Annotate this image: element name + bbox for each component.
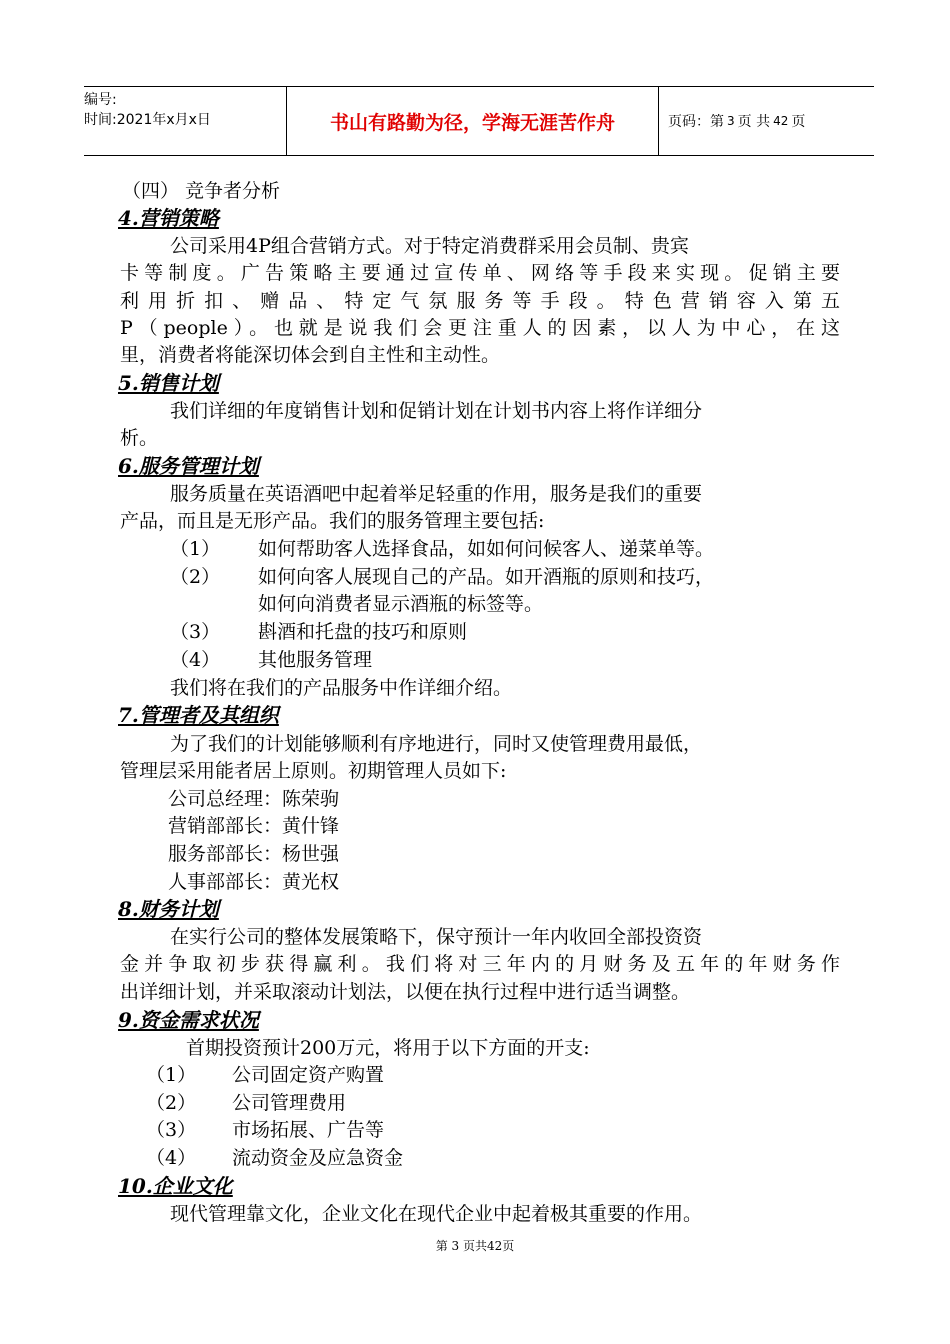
section-heading-marketing: 4.营销策略 bbox=[118, 206, 219, 230]
list-item-text: 市场拓展、广告等 bbox=[232, 1119, 385, 1141]
footer-page-total: 42 bbox=[487, 1239, 503, 1253]
header-page-total: 42 bbox=[773, 114, 789, 128]
list-item-text: 公司固定资产购置 bbox=[232, 1064, 385, 1086]
paragraph-line: 里，消费者将能深切体会到自主性和主动性。 bbox=[120, 344, 501, 366]
paragraph-line: 金并争取初步获得赢利。我们将对三年内的月财务及五年的年财务作 bbox=[120, 953, 840, 975]
staff-line: 人事部部长：黄光权 bbox=[168, 871, 340, 893]
list-item-number: （1） bbox=[170, 538, 221, 560]
header-page-info bbox=[659, 87, 874, 155]
paragraph-line: 在实行公司的整体发展策略下，保守预计一年内收回全部投资资 bbox=[170, 926, 703, 948]
page-header bbox=[84, 86, 874, 156]
list-item-text: 流动资金及应急资金 bbox=[232, 1147, 404, 1169]
paragraph-line: 服务质量在英语酒吧中起着举足轻重的作用，服务是我们的重要 bbox=[170, 483, 703, 505]
paragraph-line: 出详细计划，并采取滚动计划法，以便在执行过程中进行适当调整。 bbox=[120, 981, 691, 1003]
header-page-prefix: 页码：第 bbox=[668, 114, 724, 130]
list-item-number: （2） bbox=[170, 566, 221, 588]
header-motto: 书山有路勤为径，学海无涯苦作舟 bbox=[286, 87, 659, 155]
list-item-text: 如何帮助客人选择食品，如如何问候客人、递菜单等。 bbox=[258, 538, 715, 560]
header-page-mid: 页 共 bbox=[737, 114, 771, 130]
document-time-label: 时间:2021年x月x日 bbox=[84, 112, 211, 128]
list-item-number: （4） bbox=[170, 649, 221, 671]
list-item-number: （1） bbox=[146, 1064, 197, 1086]
paragraph-line: 现代管理靠文化，企业文化在现代企业中起着极其重要的作用。 bbox=[170, 1203, 703, 1225]
footer-page-mid: 页共 bbox=[463, 1239, 488, 1253]
staff-line: 服务部部长：杨世强 bbox=[168, 843, 340, 865]
section-heading-funding-needs: 9.资金需求状况 bbox=[118, 1008, 259, 1032]
list-item-number: （3） bbox=[170, 621, 221, 643]
list-item-text: 其他服务管理 bbox=[258, 649, 373, 671]
staff-line: 公司总经理：陈荣驹 bbox=[168, 788, 340, 810]
list-item-text: 如何向消费者显示酒瓶的标签等。 bbox=[258, 593, 544, 615]
paragraph-line: 卡等制度。广告策略主要通过宣传单、网络等手段来实现。促销主要 bbox=[120, 262, 840, 284]
paragraph-line: 公司采用4P组合营销方式。对于特定消费群采用会员制、贵宾 bbox=[170, 235, 689, 257]
header-page-suffix: 页 bbox=[791, 114, 806, 130]
staff-line: 营销部部长：黄什锋 bbox=[168, 815, 340, 837]
page-footer bbox=[0, 1238, 950, 1254]
footer-page-suffix: 页 bbox=[502, 1239, 515, 1253]
list-item-number: （3） bbox=[146, 1119, 197, 1141]
paragraph-line: 析。 bbox=[120, 427, 159, 449]
paragraph-line: 管理层采用能者居上原则。初期管理人员如下: bbox=[120, 760, 507, 782]
section-heading-management-organization: 7.管理者及其组织 bbox=[118, 703, 279, 727]
competitor-analysis-line: （四） 竞争者分析 bbox=[122, 180, 281, 202]
list-item-text: 如何向客人展现自己的产品。如开酒瓶的原则和技巧， bbox=[258, 566, 715, 588]
list-item-number: （2） bbox=[146, 1092, 197, 1114]
document-number-label: 编号: bbox=[84, 92, 117, 108]
paragraph-line: 首期投资预计200万元，将用于以下方面的开支: bbox=[186, 1037, 590, 1059]
header-page-number: 3 bbox=[727, 114, 735, 128]
section-heading-sales-plan: 5.销售计划 bbox=[118, 371, 219, 395]
paragraph-line: 我们详细的年度销售计划和促销计划在计划书内容上将作详细分 bbox=[170, 400, 703, 422]
list-item-number: （4） bbox=[146, 1147, 197, 1169]
paragraph-line: 为了我们的计划能够顺利有序地进行，同时又使管理费用最低， bbox=[170, 733, 703, 755]
paragraph-line: 利用折扣、赠品、特定气氛服务等手段。特色营销容入第五 bbox=[120, 290, 840, 312]
section-heading-service-management: 6.服务管理计划 bbox=[118, 454, 259, 478]
footer-page-number: 3 bbox=[451, 1239, 460, 1253]
paragraph-line: 我们将在我们的产品服务中作详细介绍。 bbox=[170, 677, 513, 699]
section-heading-financial-plan: 8.财务计划 bbox=[118, 897, 219, 921]
list-item-text: 公司管理费用 bbox=[232, 1092, 347, 1114]
footer-page-prefix: 第 bbox=[435, 1239, 448, 1253]
paragraph-line: 产品，而且是无形产品。我们的服务管理主要包括: bbox=[120, 510, 545, 532]
paragraph-line: P（people）。也就是说我们会更注重人的因素，以人为中心，在这 bbox=[120, 317, 840, 339]
header-meta bbox=[84, 87, 286, 155]
list-item-text: 斟酒和托盘的技巧和原则 bbox=[258, 621, 468, 643]
section-heading-corporate-culture: 10.企业文化 bbox=[118, 1174, 233, 1198]
